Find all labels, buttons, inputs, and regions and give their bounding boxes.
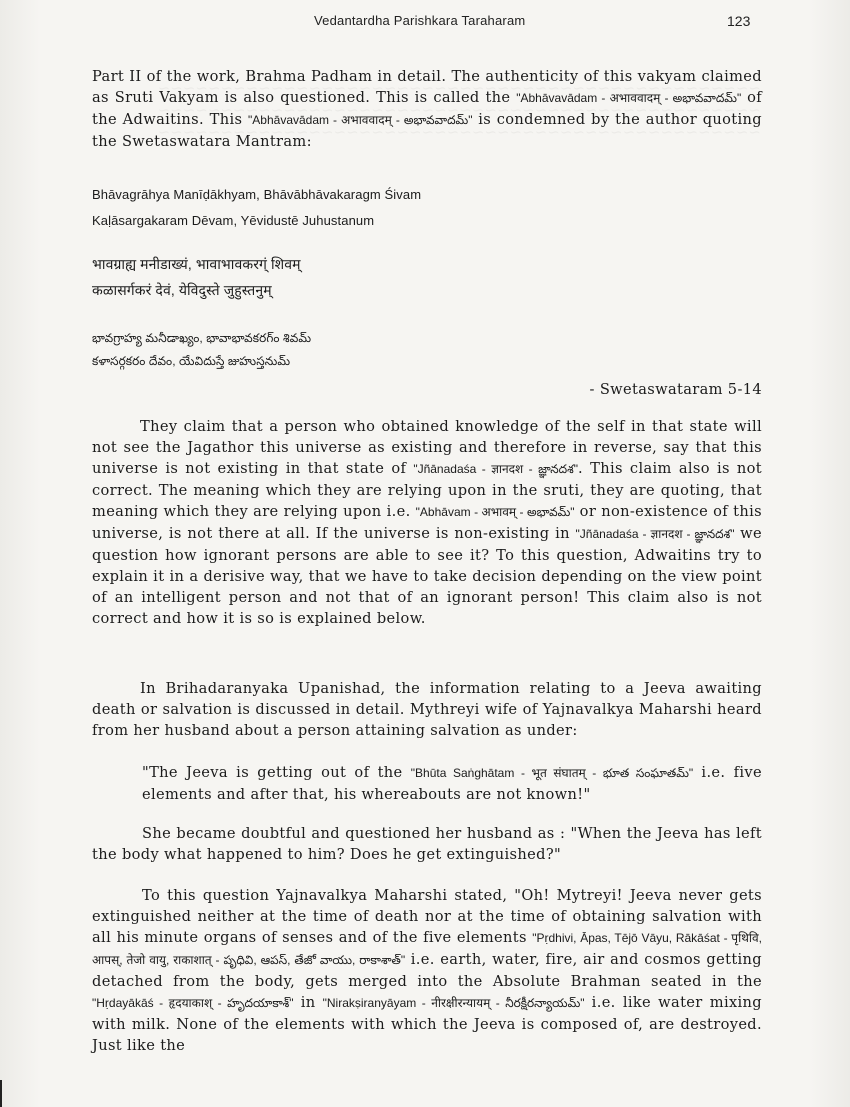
verse-line-telugu-2: కళాసర్గకరం దేవం, యేవిదుస్తే జుహుస్తనుమ్ — [92, 354, 291, 368]
running-header — [0, 13, 850, 31]
verse-line-2: Kaḷāsargakaram Dēvam, Yēvidustē Juhustanum — [92, 213, 375, 228]
quote-jeeva — [142, 762, 762, 805]
para2-text-1: They claim that a person who obtained knowledge of the self in that state will not see the Jagathor this universe as existing and therefore in reverse, say that this universe is not existing in that state of — [92, 418, 762, 477]
abhavam-term: "Abhāvam - अभावम् - అభావమ్" — [415, 505, 575, 519]
para6-text-4: i.e. like water mixing with milk. None of the elements with which the Jeeva is composed of, are destroyed. Just like the — [92, 994, 762, 1054]
niraksiranyayam-term: "Nirakṣiranyāyam - नीरक्षीरन्यायम् - నీరక్షీరన్యాయమ్" — [322, 996, 585, 1010]
abhavavadam-term-2: "Abhāvavādam - अभाववादम् - అభావవాదమ్" — [248, 113, 473, 127]
para4-text-1: "The Jeeva is getting out of the — [142, 764, 411, 781]
verse-line-devanagari-2: कळासर्गकरं देवं, येविदुस्ते जुहुस्तनुम् — [92, 282, 272, 298]
paragraph-mythreyi-question: She became doubtful and questioned her husband as : "When the Jeeva has left the body what happened to him? Does he get extinguished?" — [92, 825, 762, 863]
para2-text-3: or non-existence of this universe, is not there at all. If the universe is non-existing in — [92, 503, 762, 542]
five-elements-term: "Pṛdhivi, Āpas, Tējō Vāyu, Rākāśat - पृथिवि, आपस्, तेजो वायु, राकाशात् - పృధివి, ఆపస్, తేజో వాయు, రాకాశాత్" — [92, 931, 762, 967]
verse-source: - Swetaswataram 5-14 — [589, 381, 762, 398]
jnanadasa-term-2: "Jñānadaśa - ज्ञानदश - జ్ఞానదశ" — [575, 527, 735, 541]
verse-line-1: Bhāvagrāhya Manīḍākhyam, Bhāvābhāvakaragm Śivam — [92, 187, 422, 202]
intro-text-2: of the Adwaitins. This — [92, 89, 762, 128]
intro-text-3: is condemned by the author quoting the Swetaswatara Mantram: — [92, 111, 762, 150]
intro-text-1: Part II of the work, Brahma Padham in detail. The authenticity of this vakyam claimed as Sruti Vakyam is also questioned. This is called the — [92, 68, 762, 106]
abhavavadam-term-1: "Abhāvavādam - अभाववादम् - అభావవాదమ్" — [516, 91, 742, 105]
paragraph-jnanadasa — [92, 416, 762, 629]
verse-line-telugu-1: భావగ్రాహ్య మనీడాఖ్యం, భావాభావకరగ్ం శివమ్ — [92, 331, 312, 345]
para6-text-2: i.e. earth, water, fire, air and cosmos getting detached from the body, gets merged into the Absolute Brahman seated in the — [92, 951, 763, 990]
jnanadasa-term-1: "Jñānadaśa - ज्ञानदश - జ్ఞానదశ" — [413, 462, 579, 476]
intro-paragraph — [92, 66, 762, 152]
book-title: Vedantardha Parishkara Taraharam — [314, 13, 526, 28]
para6-text-3: in — [293, 994, 323, 1011]
scan-edge-mark — [0, 1080, 2, 1107]
hrdayakas-term: "Hṛdayākāś - हृदयाकाश् - హృదయాకాశ్" — [92, 996, 294, 1010]
para4-text-2: i.e. five elements and after that, his whereabouts are not known!" — [142, 764, 763, 803]
para2-text-2: . This claim also is not correct. The meaning which they are relying upon in the sruti, they are quoting, that meaning which they are relying upon i.e. — [92, 460, 763, 520]
paragraph-brihadaranyaka: In Brihadaranyaka Upanishad, the information relating to a Jeeva awaiting death or salvation is discussed in detail. Mythreyi wife of Yajnavalkya Maharshi heard from her husband about a person attaining salvation as under: — [92, 680, 762, 739]
page-number: 123 — [727, 13, 751, 29]
paragraph-yajnavalkya-answer — [92, 885, 762, 1056]
bhuta-sanghatam-term: "Bhūta Saṅghātam - भूत संघातम् - భూత సంఘాతమ్" — [410, 766, 694, 780]
verse-line-devanagari-1: भावग्राह्य मनीडाख्यं, भावाभावकरग्ं शिवम् — [92, 256, 301, 272]
para2-text-4: we question how ignorant persons are able to see it? To this question, Adwaitins try to explain it in a derisive way, that we have to take decision depending on the view point of an intelligent person and not that of an ignorant person! This claim also is not correct and how it is so is explained below. — [92, 525, 762, 627]
para6-text-1: To this question Yajnavalkya Maharshi stated, "Oh! Mytreyi! Jeeva never gets extinguished neither at the time of death nor at the time of obtaining salvation with all his minute organs of senses and of the five elements — [92, 887, 762, 946]
